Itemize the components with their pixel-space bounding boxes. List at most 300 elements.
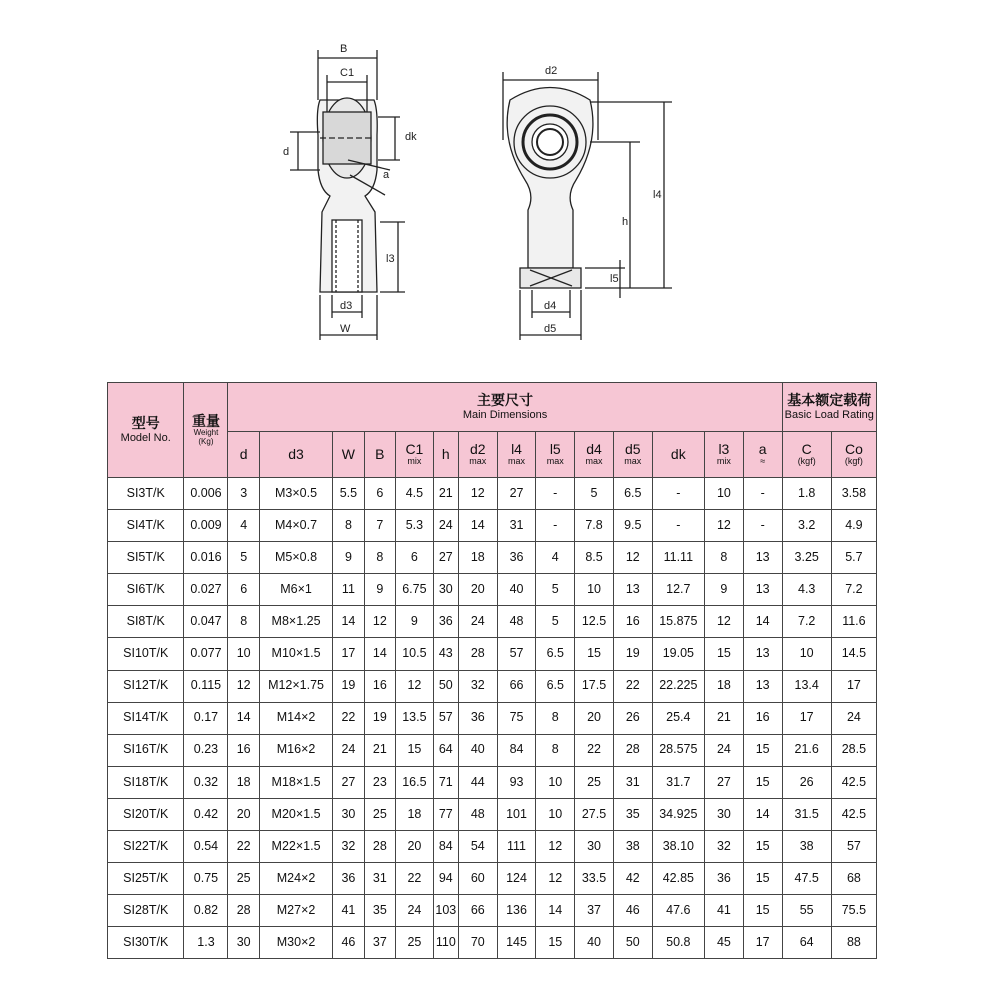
value-cell: 16	[364, 670, 395, 702]
value-cell: 1.3	[184, 927, 228, 959]
value-cell: 14	[743, 606, 782, 638]
value-cell: 14	[743, 798, 782, 830]
column-symbol: l3	[718, 440, 730, 457]
label-alpha: a	[383, 169, 390, 181]
value-cell: 18	[458, 542, 497, 574]
value-cell: 12	[705, 510, 744, 542]
value-cell: 30	[705, 798, 744, 830]
column-header-4	[396, 432, 434, 478]
value-cell: 16.5	[396, 766, 434, 798]
label-B: B	[340, 43, 348, 55]
model-cell: SI25T/K	[108, 863, 184, 895]
value-cell: -	[743, 478, 782, 510]
value-cell: 15	[743, 831, 782, 863]
value-cell: -	[536, 510, 575, 542]
value-cell: 37	[364, 927, 395, 959]
value-cell: 24	[458, 606, 497, 638]
value-cell: 5.3	[396, 510, 434, 542]
table-row	[108, 574, 877, 606]
value-cell: 32	[705, 831, 744, 863]
column-header-9	[575, 432, 614, 478]
value-cell: 88	[831, 927, 876, 959]
value-cell: 9	[333, 542, 364, 574]
value-cell: 110	[433, 927, 458, 959]
value-cell: 15	[396, 734, 434, 766]
column-symbol: d	[239, 445, 248, 462]
spec-table-container	[107, 382, 877, 959]
value-cell: 14	[364, 638, 395, 670]
value-cell: 30	[575, 831, 614, 863]
value-cell: 0.115	[184, 670, 228, 702]
value-cell: 27	[433, 542, 458, 574]
value-cell: 17.5	[575, 670, 614, 702]
value-cell: 15	[536, 927, 575, 959]
model-cell: SI4T/K	[108, 510, 184, 542]
column-header-3	[364, 432, 395, 478]
value-cell: 25	[396, 927, 434, 959]
value-cell: 68	[831, 863, 876, 895]
value-cell: 21	[433, 478, 458, 510]
column-header-2	[333, 432, 364, 478]
model-cell: SI14T/K	[108, 702, 184, 734]
label-h: h	[622, 216, 629, 228]
value-cell: 12	[364, 606, 395, 638]
value-cell: 9	[705, 574, 744, 606]
value-cell: 9	[396, 606, 434, 638]
value-cell: 25	[575, 766, 614, 798]
column-header-12	[705, 432, 744, 478]
value-cell: 10	[536, 798, 575, 830]
spec-table	[107, 382, 877, 959]
value-cell: 5	[536, 606, 575, 638]
column-header-1	[259, 432, 332, 478]
value-cell: 84	[497, 734, 536, 766]
column-subscript: max	[508, 456, 526, 467]
rod-end-technical-drawing	[0, 0, 1001, 360]
header-weight	[184, 383, 228, 478]
value-cell: 94	[433, 863, 458, 895]
value-cell: 25	[228, 863, 259, 895]
value-cell: 3	[228, 478, 259, 510]
column-header-13	[743, 432, 782, 478]
value-cell: 12	[536, 863, 575, 895]
value-cell: 12	[705, 606, 744, 638]
value-cell: 4.9	[831, 510, 876, 542]
value-cell: M5×0.8	[259, 542, 332, 574]
value-cell: 6	[228, 574, 259, 606]
value-cell: 8	[536, 734, 575, 766]
value-cell: 31.5	[782, 798, 831, 830]
value-cell: 30	[228, 927, 259, 959]
value-cell: 42.5	[831, 798, 876, 830]
value-cell: 17	[782, 702, 831, 734]
column-subscript: max	[469, 456, 487, 467]
spec-table-body	[108, 478, 877, 959]
value-cell: 16	[743, 702, 782, 734]
value-cell: 11	[333, 574, 364, 606]
value-cell: 30	[333, 798, 364, 830]
value-cell: 75	[497, 702, 536, 734]
value-cell: 5	[228, 542, 259, 574]
value-cell: 14.5	[831, 638, 876, 670]
value-cell: 31	[364, 863, 395, 895]
value-cell: 17	[743, 927, 782, 959]
value-cell: 8	[333, 510, 364, 542]
value-cell: 55	[782, 895, 831, 927]
value-cell: 28	[613, 734, 652, 766]
column-symbol: d4	[586, 440, 602, 457]
label-d2: d2	[545, 65, 558, 77]
value-cell: 10	[705, 478, 744, 510]
value-cell: 20	[575, 702, 614, 734]
value-cell: 15	[743, 895, 782, 927]
value-cell: 46	[613, 895, 652, 927]
value-cell: 10	[575, 574, 614, 606]
value-cell: 31	[613, 766, 652, 798]
value-cell: 4.3	[782, 574, 831, 606]
value-cell: 15	[705, 638, 744, 670]
model-cell: SI16T/K	[108, 734, 184, 766]
label-C1: C1	[340, 67, 355, 79]
model-cell: SI20T/K	[108, 798, 184, 830]
value-cell: 22	[396, 863, 434, 895]
value-cell: 28	[458, 638, 497, 670]
value-cell: 24	[333, 734, 364, 766]
column-subscript: max	[585, 456, 603, 467]
header-weight-en: Weight	[193, 427, 219, 437]
value-cell: M10×1.5	[259, 638, 332, 670]
value-cell: 0.006	[184, 478, 228, 510]
value-cell: 38	[782, 831, 831, 863]
header-model	[108, 383, 184, 478]
label-l5: l5	[610, 273, 619, 285]
value-cell: 42.85	[652, 863, 704, 895]
value-cell: 6	[364, 478, 395, 510]
column-symbol: l4	[511, 440, 522, 457]
value-cell: 24	[705, 734, 744, 766]
value-cell: 15	[575, 638, 614, 670]
value-cell: 35	[613, 798, 652, 830]
model-cell: SI6T/K	[108, 574, 184, 606]
value-cell: 37	[575, 895, 614, 927]
model-cell: SI12T/K	[108, 670, 184, 702]
label-W: W	[340, 323, 351, 335]
column-symbol: d3	[288, 445, 304, 462]
value-cell: 57	[433, 702, 458, 734]
value-cell: 10	[782, 638, 831, 670]
value-cell: 75.5	[831, 895, 876, 927]
model-cell: SI28T/K	[108, 895, 184, 927]
value-cell: 41	[333, 895, 364, 927]
value-cell: 16	[228, 734, 259, 766]
value-cell: 35	[364, 895, 395, 927]
value-cell: 103	[433, 895, 458, 927]
value-cell: 13	[743, 638, 782, 670]
header-load-rating	[782, 383, 876, 432]
value-cell: 24	[433, 510, 458, 542]
value-cell: 0.82	[184, 895, 228, 927]
value-cell: 10.5	[396, 638, 434, 670]
value-cell: 28	[364, 831, 395, 863]
label-d: d	[283, 146, 290, 158]
value-cell: 15	[743, 863, 782, 895]
value-cell: 34.925	[652, 798, 704, 830]
header-weight-unit: (Kg)	[198, 436, 214, 446]
value-cell: 14	[458, 510, 497, 542]
table-row	[108, 927, 877, 959]
value-cell: M4×0.7	[259, 510, 332, 542]
column-symbol: dk	[670, 445, 686, 462]
value-cell: -	[652, 478, 704, 510]
value-cell: M3×0.5	[259, 478, 332, 510]
model-cell: SI3T/K	[108, 478, 184, 510]
value-cell: 0.54	[184, 831, 228, 863]
value-cell: 42	[613, 863, 652, 895]
column-symbol: a	[758, 440, 767, 457]
value-cell: 28.5	[831, 734, 876, 766]
value-cell: 4.5	[396, 478, 434, 510]
model-cell: SI30T/K	[108, 927, 184, 959]
value-cell: 14	[536, 895, 575, 927]
value-cell: M22×1.5	[259, 831, 332, 863]
value-cell: -	[536, 478, 575, 510]
value-cell: 15.875	[652, 606, 704, 638]
table-row	[108, 831, 877, 863]
value-cell: 8	[364, 542, 395, 574]
value-cell: 1.8	[782, 478, 831, 510]
value-cell: 5.5	[333, 478, 364, 510]
column-symbol: C1	[405, 440, 424, 457]
value-cell: 93	[497, 766, 536, 798]
value-cell: 40	[458, 734, 497, 766]
value-cell: 50	[613, 927, 652, 959]
value-cell: 8.5	[575, 542, 614, 574]
value-cell: 7.2	[831, 574, 876, 606]
value-cell: 26	[782, 766, 831, 798]
value-cell: 6.5	[536, 638, 575, 670]
table-row	[108, 478, 877, 510]
value-cell: 27.5	[575, 798, 614, 830]
value-cell: 22	[613, 670, 652, 702]
table-row	[108, 895, 877, 927]
value-cell: 7	[364, 510, 395, 542]
value-cell: 36	[333, 863, 364, 895]
value-cell: 42.5	[831, 766, 876, 798]
value-cell: 27	[705, 766, 744, 798]
value-cell: 0.42	[184, 798, 228, 830]
value-cell: 0.32	[184, 766, 228, 798]
value-cell: 6.5	[536, 670, 575, 702]
value-cell: M14×2	[259, 702, 332, 734]
header-model-en: Model No.	[120, 431, 171, 444]
value-cell: 3.2	[782, 510, 831, 542]
value-cell: 15	[743, 734, 782, 766]
label-l3: l3	[386, 253, 395, 265]
value-cell: 57	[497, 638, 536, 670]
value-cell: 24	[396, 895, 434, 927]
value-cell: 3.58	[831, 478, 876, 510]
column-header-14	[782, 432, 831, 478]
value-cell: 17	[831, 670, 876, 702]
model-cell: SI22T/K	[108, 831, 184, 863]
value-cell: 38.10	[652, 831, 704, 863]
header-load-zh: 基本额定载荷	[787, 392, 872, 409]
header-main-zh: 主要尺寸	[477, 392, 534, 409]
value-cell: 0.077	[184, 638, 228, 670]
value-cell: 5	[575, 478, 614, 510]
value-cell: M24×2	[259, 863, 332, 895]
value-cell: 19	[364, 702, 395, 734]
value-cell: 27	[333, 766, 364, 798]
value-cell: 10	[536, 766, 575, 798]
value-cell: 36	[433, 606, 458, 638]
label-dk: dk	[405, 131, 417, 143]
value-cell: 46	[333, 927, 364, 959]
value-cell: 13.4	[782, 670, 831, 702]
value-cell: 6.75	[396, 574, 434, 606]
value-cell: 36	[705, 863, 744, 895]
column-subscript: ≈	[760, 456, 766, 467]
value-cell: 25	[364, 798, 395, 830]
value-cell: 77	[433, 798, 458, 830]
value-cell: 20	[458, 574, 497, 606]
value-cell: M30×2	[259, 927, 332, 959]
table-row	[108, 670, 877, 702]
value-cell: 20	[228, 798, 259, 830]
value-cell: 48	[497, 606, 536, 638]
column-header-15	[831, 432, 876, 478]
column-symbol: B	[375, 445, 385, 462]
model-cell: SI18T/K	[108, 766, 184, 798]
table-row	[108, 863, 877, 895]
column-subscript: mix	[716, 456, 731, 467]
value-cell: 21.6	[782, 734, 831, 766]
value-cell: 13	[743, 574, 782, 606]
column-symbol: d5	[624, 440, 641, 457]
column-symbol: l5	[549, 440, 561, 457]
column-subscript: max	[546, 456, 564, 467]
value-cell: 11.11	[652, 542, 704, 574]
value-cell: 13.5	[396, 702, 434, 734]
column-symbol: W	[341, 445, 356, 462]
value-cell: 3.25	[782, 542, 831, 574]
value-cell: 71	[433, 766, 458, 798]
value-cell: 47.6	[652, 895, 704, 927]
value-cell: 40	[497, 574, 536, 606]
value-cell: M16×2	[259, 734, 332, 766]
column-header-0	[228, 432, 259, 478]
value-cell: 22	[575, 734, 614, 766]
value-cell: 44	[458, 766, 497, 798]
value-cell: 45	[705, 927, 744, 959]
model-cell: SI10T/K	[108, 638, 184, 670]
header-main-en: Main Dimensions	[462, 408, 548, 421]
value-cell: 0.047	[184, 606, 228, 638]
value-cell: 24	[831, 702, 876, 734]
column-subscript: mix	[407, 456, 422, 467]
value-cell: 66	[458, 895, 497, 927]
value-cell: 7.2	[782, 606, 831, 638]
table-row	[108, 510, 877, 542]
value-cell: 23	[364, 766, 395, 798]
value-cell: 33.5	[575, 863, 614, 895]
value-cell: 36	[458, 702, 497, 734]
value-cell: 64	[433, 734, 458, 766]
value-cell: 12	[613, 542, 652, 574]
value-cell: 0.17	[184, 702, 228, 734]
header-weight-zh: 重量	[191, 412, 220, 429]
value-cell: 32	[458, 670, 497, 702]
header-model-zh: 型号	[131, 415, 160, 432]
value-cell: 8	[705, 542, 744, 574]
value-cell: 12.5	[575, 606, 614, 638]
label-d5: d5	[544, 323, 557, 335]
value-cell: 0.23	[184, 734, 228, 766]
model-cell: SI5T/K	[108, 542, 184, 574]
value-cell: 13	[743, 670, 782, 702]
column-symbol: d2	[469, 440, 486, 457]
column-header-7	[497, 432, 536, 478]
value-cell: 50	[433, 670, 458, 702]
value-cell: 0.009	[184, 510, 228, 542]
column-symbol: h	[441, 445, 450, 462]
value-cell: 30	[433, 574, 458, 606]
label-l4: l4	[653, 189, 662, 201]
model-cell: SI8T/K	[108, 606, 184, 638]
table-row	[108, 702, 877, 734]
value-cell: 21	[705, 702, 744, 734]
value-cell: 84	[433, 831, 458, 863]
value-cell: 64	[782, 927, 831, 959]
value-cell: M6×1	[259, 574, 332, 606]
value-cell: 17	[333, 638, 364, 670]
value-cell: M20×1.5	[259, 798, 332, 830]
value-cell: 7.8	[575, 510, 614, 542]
table-row	[108, 766, 877, 798]
value-cell: 70	[458, 927, 497, 959]
column-header-11	[652, 432, 704, 478]
value-cell: 14	[228, 702, 259, 734]
value-cell: 12	[536, 831, 575, 863]
value-cell: 21	[364, 734, 395, 766]
value-cell: 0.027	[184, 574, 228, 606]
table-row	[108, 606, 877, 638]
value-cell: 18	[705, 670, 744, 702]
value-cell: 18	[396, 798, 434, 830]
value-cell: 28	[228, 895, 259, 927]
column-subscript: (kgf)	[844, 456, 863, 467]
value-cell: 31.7	[652, 766, 704, 798]
value-cell: -	[743, 510, 782, 542]
column-subscript: max	[624, 456, 642, 467]
value-cell: 36	[497, 542, 536, 574]
value-cell: 57	[831, 831, 876, 863]
value-cell: 14	[333, 606, 364, 638]
value-cell: 5.7	[831, 542, 876, 574]
value-cell: 5	[536, 574, 575, 606]
value-cell: 4	[536, 542, 575, 574]
value-cell: 41	[705, 895, 744, 927]
value-cell: 25.4	[652, 702, 704, 734]
value-cell: 9.5	[613, 510, 652, 542]
column-header-8	[536, 432, 575, 478]
column-symbol: C	[801, 440, 812, 457]
value-cell: 12	[458, 478, 497, 510]
value-cell: 8	[228, 606, 259, 638]
column-header-5	[433, 432, 458, 478]
value-cell: 11.6	[831, 606, 876, 638]
value-cell: 12	[228, 670, 259, 702]
